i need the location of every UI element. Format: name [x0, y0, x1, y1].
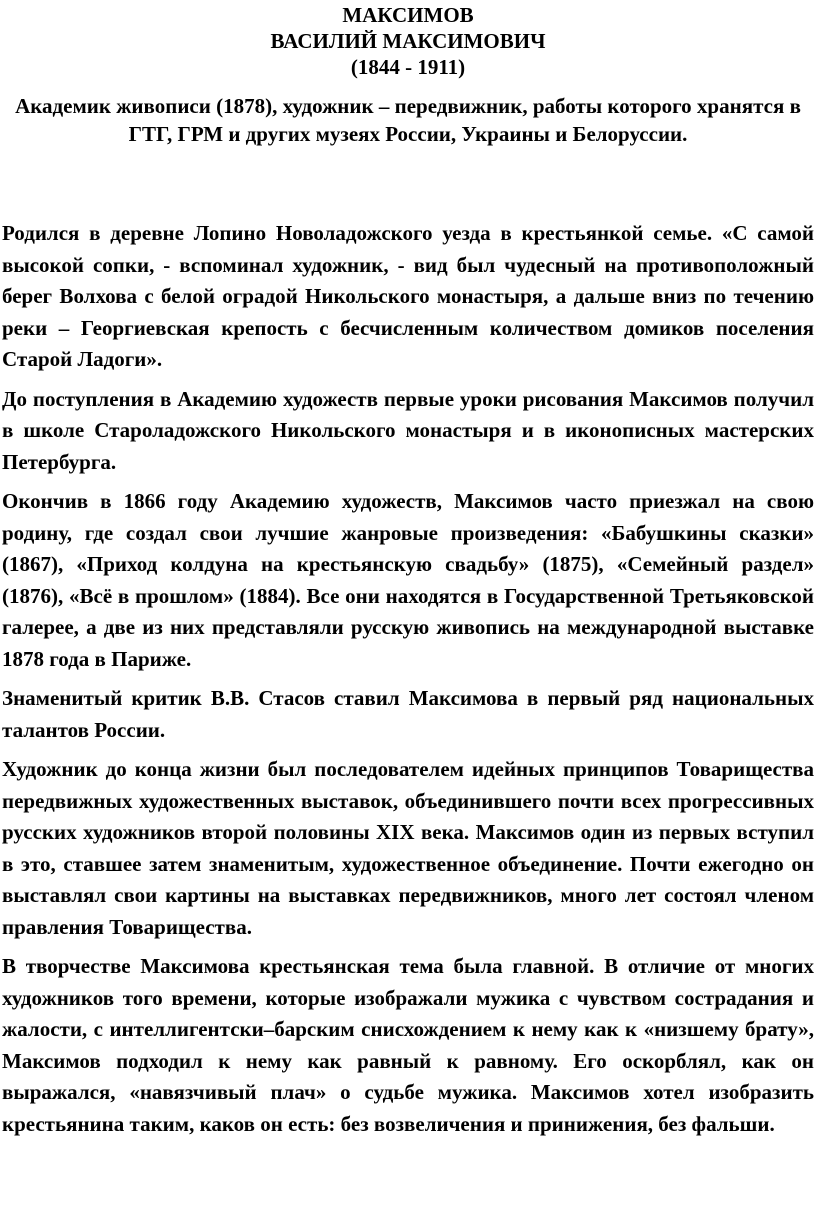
title-block: [2, 2, 814, 80]
paragraph-stasov: Знаменитый критик В.В. Стасов ставил Максимова в первый ряд национальных талантов России.: [2, 686, 814, 742]
paragraph-education: До поступления в Академию художеств первые уроки рисования Максимов получил в школе Староладожского Никольского монастыря и в иконописных мастерских Петербурга.: [2, 386, 814, 474]
spacer: [2, 148, 814, 218]
title-surname: МАКСИМОВ: [342, 3, 474, 27]
subtitle: Академик живописи (1878), художник – передвижник, работы которого хранятся в ГТГ, ГРМ и других музеях России, Украины и Белоруссии.: [15, 94, 801, 146]
title-full-name: ВАСИЛИЙ МАКСИМОВИЧ: [270, 29, 546, 53]
paragraph-peasant-theme: В творчестве Максимова крестьянская тема была главной. В отличие от многих художников того времени, которые изображали мужика с чувством сострадания и жалости, с интеллигентски–барским снисхождением к нему как к «низшему брату», Максимов подходил к нему как равный к равному. Его оскорблял, как он выражался, «навязчивый плач» о судьбе мужика. Максимов хотел изобразить крестьянина таким, каков он есть: без возвеличения и принижения, без фальши.: [2, 954, 814, 1136]
title-years: (1844 - 1911): [350, 55, 466, 79]
paragraph-peredvizhniki: Художник до конца жизни был последователем идейных принципов Товарищества передвижных художественных выставок, объединившего почти всех прогрессивных русских художников второй половины XIX века. Максимов один из первых вступил в это, ставшее затем знаменитым, художественное объединение. Почти ежегодно он выставлял свои картины на выставках передвижников, много лет состоял членом правления Товарищества.: [2, 757, 814, 939]
paragraph-birth: Родился в деревне Лопино Новоладожского уезда в крестьянкой семье. «С самой высокой сопки, - вспоминал художник, - вид был чудесный на противоположный берег Волхова с белой оградой Никольского монастыря, а дальше вниз по течению реки – Георгиевская крепость с бесчисленным количеством домиков поселения Старой Ладоги».: [2, 221, 814, 371]
paragraph-works: Окончив в 1866 году Академию художеств, Максимов часто приезжал на свою родину, где создал свои лучшие жанровые произведения: «Бабушкины сказки» (1867), «Приход колдуна на крестьянскую свадьбу» (1875), «Семейный раздел» (1876), «Всё в прошлом» (1884). Все они находятся в Государственной Третьяковской галерее, а две из них представляли русскую живопись на международной выставке 1878 года в Париже.: [2, 489, 814, 671]
